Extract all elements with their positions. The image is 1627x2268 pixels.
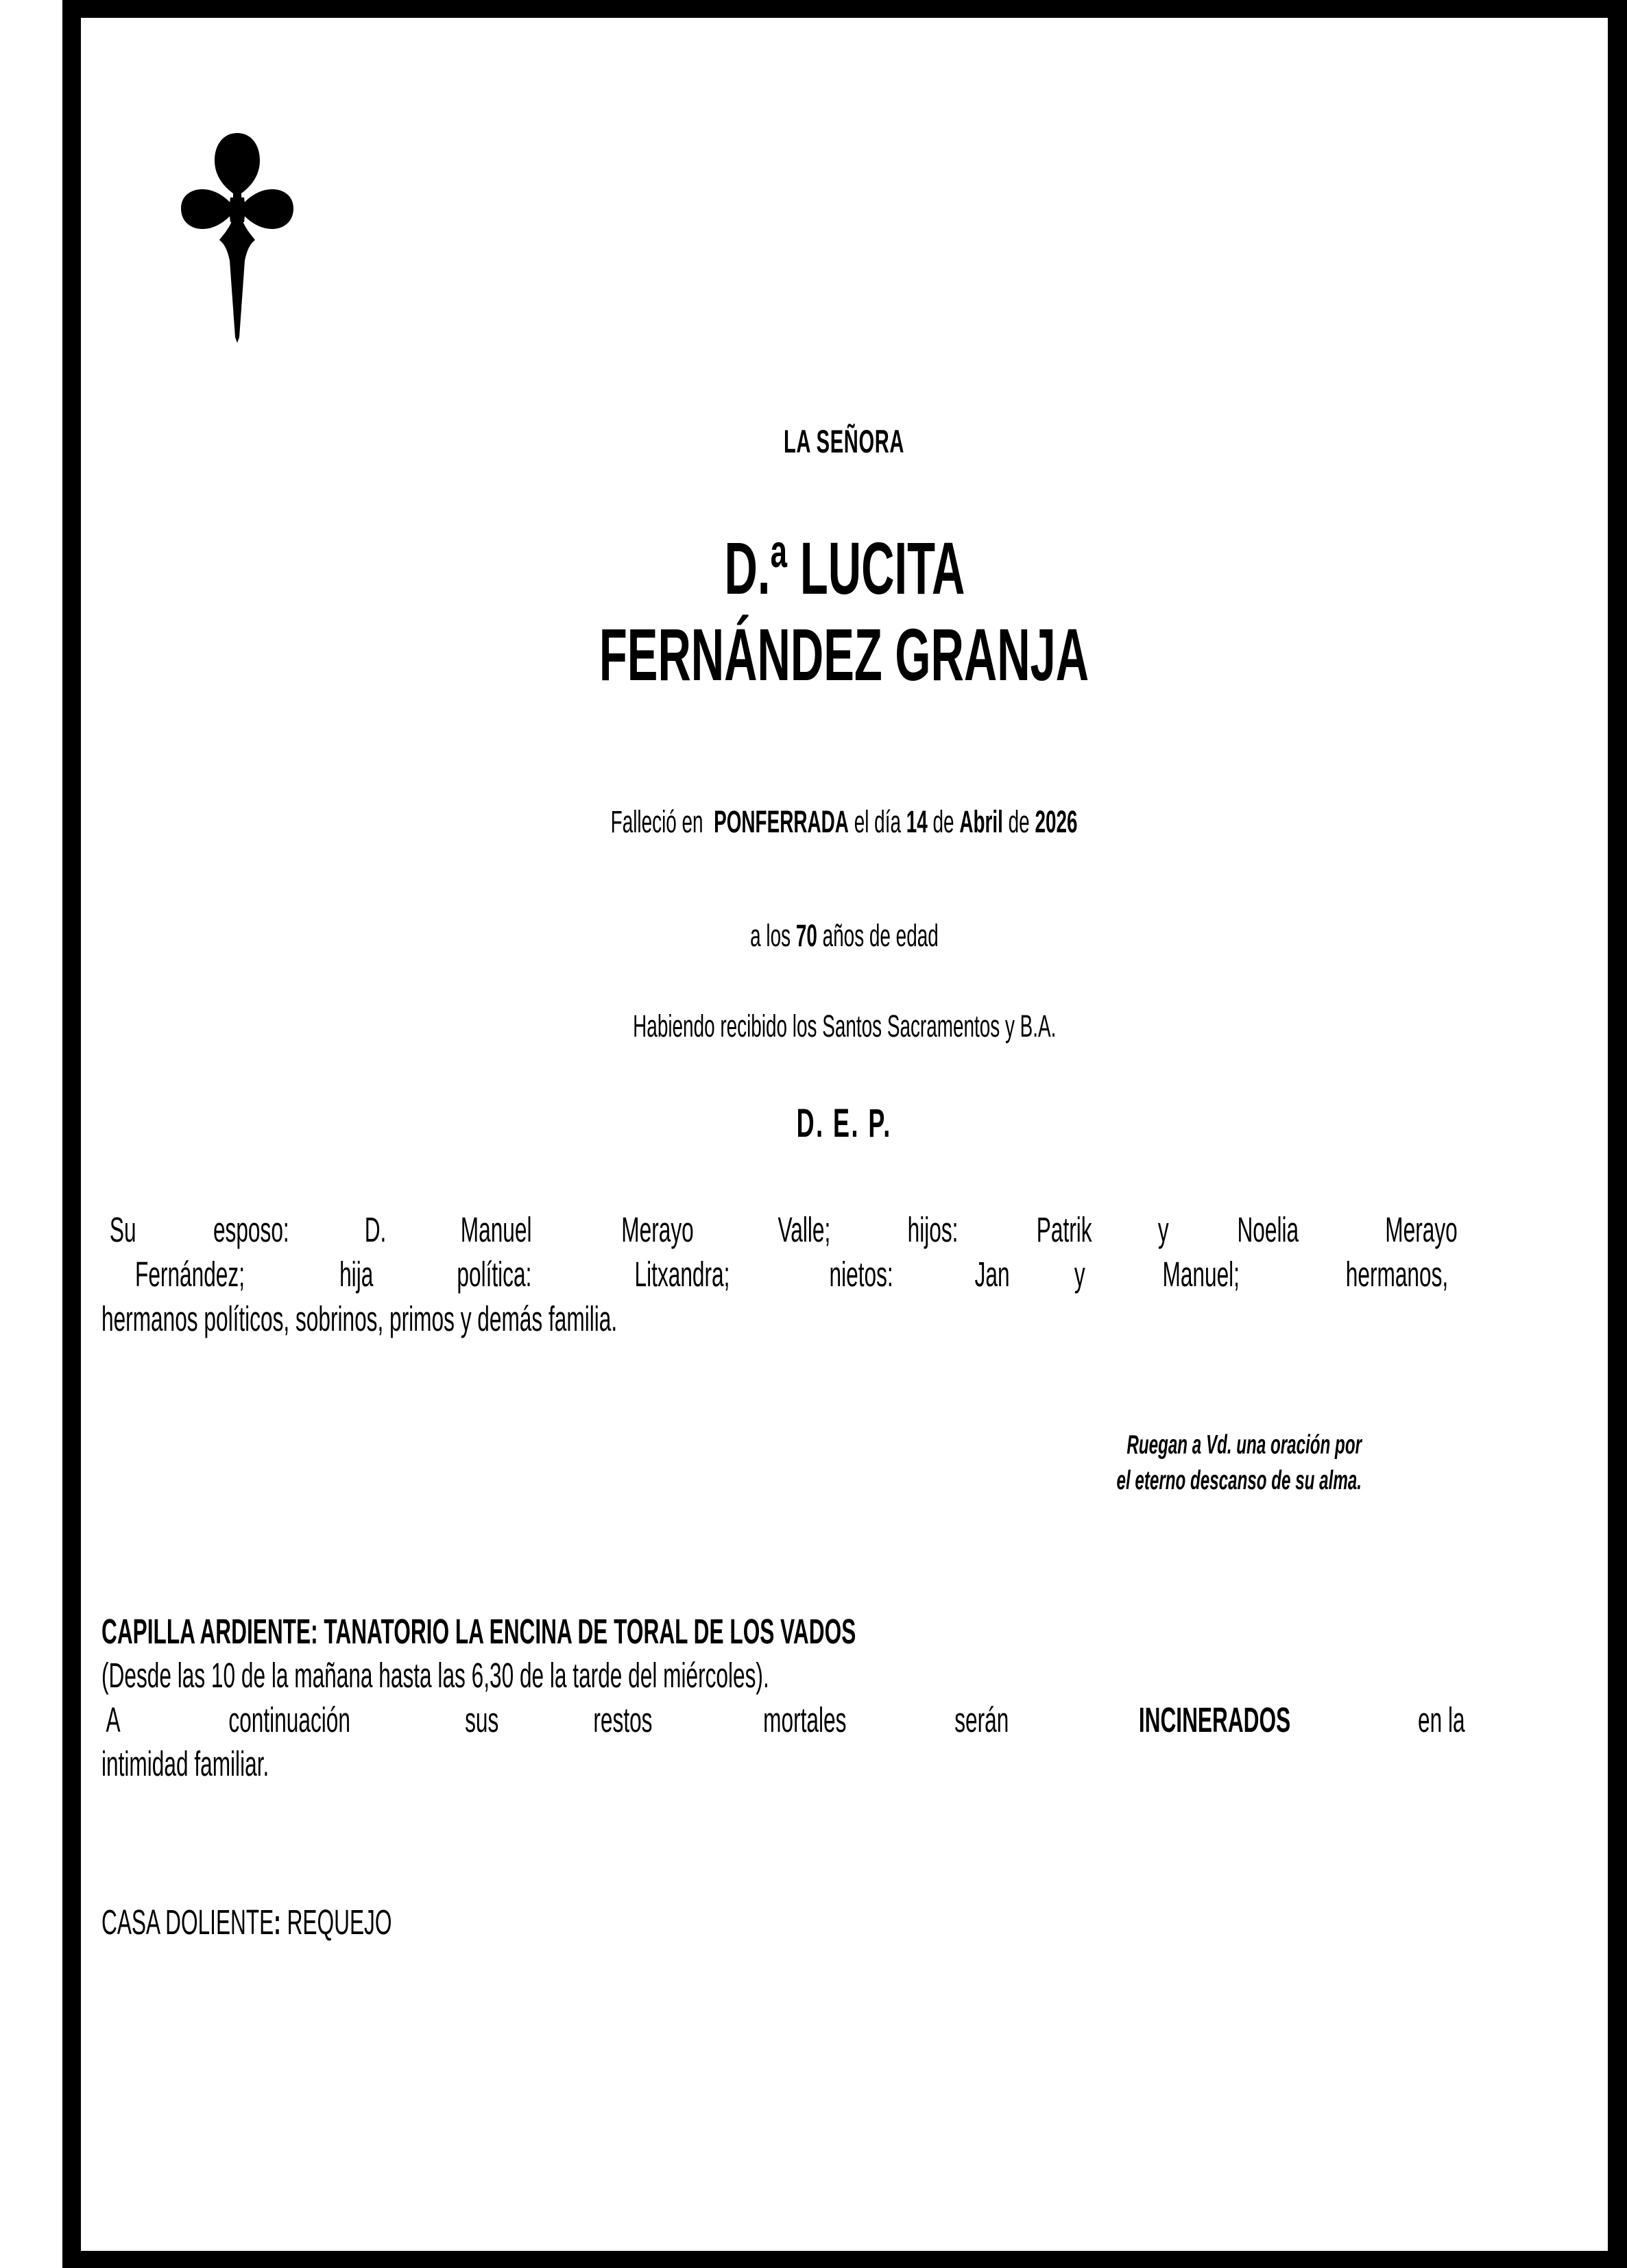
death-prefix: Falleció en <box>611 804 703 839</box>
arrangements-block <box>101 1610 1480 1786</box>
cremation-emphasis: INCINERADOS <box>1138 1700 1291 1739</box>
house-label: CASA DOLIENTE <box>101 1903 274 1942</box>
family-line-2: Fernández; hija política: Litxandra; nietos: Jan y Manuel; hermanos, <box>135 1254 1449 1294</box>
chapel-label: CAPILLA ARDIENTE <box>101 1612 311 1651</box>
dep-line: D. E. P. <box>796 1101 893 1146</box>
death-month: Abril <box>959 804 1004 839</box>
day-prefix: el día <box>854 804 902 839</box>
chapel-value: TANATORIO LA ENCINA DE TORAL DE LOS VADOS <box>324 1612 856 1651</box>
ornamental-cross-icon <box>162 121 313 354</box>
age-value: 70 <box>795 918 817 953</box>
cremation-line: A continuación sus restos mortales serán INCINERADOS en la <box>101 1698 1480 1742</box>
visiting-hours-line: (Desde las 10 de la mañana hasta las 6,30 de la tarde del miércoles). <box>101 1656 769 1696</box>
death-date-line: Falleció en PONFERRADA el día 14 de Abril de 2026 <box>611 804 1078 839</box>
family-line-3: hermanos políticos, sobrinos, primos y demás familia. <box>101 1299 618 1338</box>
prayer-line-1: Ruegan a Vd. una oración por <box>1126 1430 1362 1460</box>
deceased-name-line-1: D.ª LUCITA <box>724 527 965 610</box>
deceased-name <box>81 525 1608 699</box>
death-year: 2026 <box>1035 804 1078 839</box>
notice-content <box>81 18 1608 2251</box>
family-line-1: Su esposo: D. Manuel Merayo Valle; hijos: Patrik y Noelia Merayo <box>109 1210 1458 1249</box>
death-day: 14 <box>906 804 928 839</box>
prayer-request <box>862 1427 1479 1499</box>
chapel-line: CAPILLA ARDIENTE: TANATORIO LA ENCINA DE TORAL DE LOS VADOS <box>101 1612 856 1651</box>
honorific-label <box>81 425 1608 457</box>
house-value: REQUEJO <box>287 1903 392 1942</box>
cremation-line-continuation: intimidad familiar. <box>101 1744 269 1783</box>
deceased-name-line-2: FERNÁNDEZ GRANJA <box>599 613 1089 697</box>
mourning-house-line: CASA DOLIENTE: REQUEJO <box>101 1903 392 1942</box>
honorific-text: LA SEÑORA <box>784 423 905 459</box>
sacraments-line: Habiendo recibido los Santos Sacramentos y B.A. <box>632 1009 1057 1043</box>
prayer-line-2: el eterno descanso de su alma. <box>1116 1465 1362 1495</box>
death-place: PONFERRADA <box>714 804 849 839</box>
surviving-family-paragraph <box>101 1208 1480 1341</box>
age-line: a los 70 años de edad <box>750 918 939 953</box>
